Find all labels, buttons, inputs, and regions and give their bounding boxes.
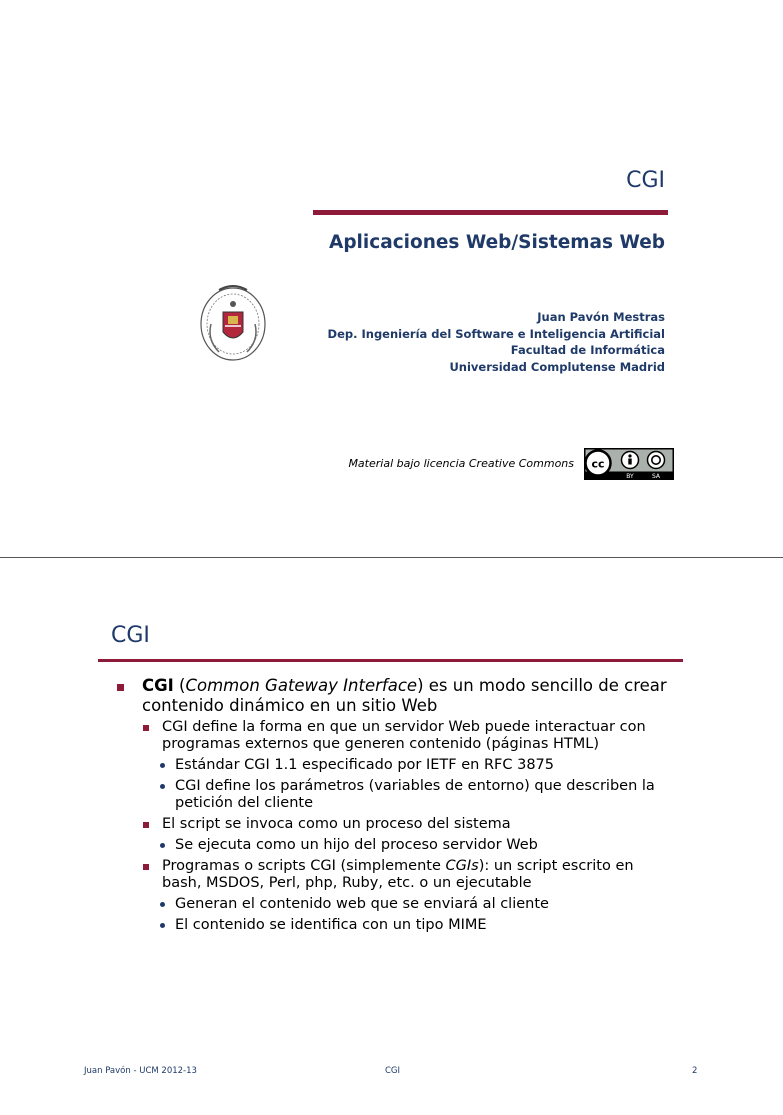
university-seal-icon <box>199 284 267 364</box>
text-line: CGI define la forma en que un servidor Web puede interactuar con <box>162 719 646 735</box>
text-fragment: Programas o scripts CGI (simplemente <box>162 858 446 874</box>
slide2-title-rule <box>98 659 683 662</box>
square-bullet-icon <box>143 822 149 828</box>
slide1-title: CGI <box>626 168 665 193</box>
square-bullet-icon <box>117 684 124 691</box>
svg-text:SA: SA <box>651 473 661 480</box>
author-name: Juan Pavón Mestras <box>537 310 665 324</box>
list-item <box>0 676 783 715</box>
text-line: contenido dinámico en un sitio Web <box>142 695 438 715</box>
text-line: CGI define los parámetros (variables de entorno) que describen la <box>175 778 655 794</box>
square-bullet-icon <box>143 725 149 731</box>
dot-bullet-icon <box>160 843 165 848</box>
text-fragment: ( <box>173 676 186 695</box>
text-line: Generan el contenido web que se enviará al cliente <box>175 896 549 912</box>
cgis-term: CGIs <box>445 858 479 874</box>
dot-bullet-icon <box>160 923 165 928</box>
dot-bullet-icon <box>160 763 165 768</box>
text-line: programas externos que generen contenido (páginas HTML) <box>162 736 600 752</box>
slide1-title-rule <box>313 210 668 215</box>
dot-bullet-icon <box>160 784 165 789</box>
list-item <box>0 837 783 854</box>
page-separator <box>0 557 783 558</box>
creative-commons-badge-icon[interactable] <box>584 448 674 480</box>
slide1-subtitle: Aplicaciones Web/Sistemas Web <box>329 232 665 253</box>
license-text: Material bajo licencia Creative Commons <box>348 457 574 470</box>
text-line: El script se invoca como un proceso del sistema <box>162 816 511 832</box>
list-item <box>0 896 783 913</box>
list-item <box>0 757 783 774</box>
list-item <box>0 858 783 892</box>
text-line: El contenido se identifica con un tipo MIME <box>175 917 487 933</box>
text-fragment: ): un script escrito en <box>478 858 634 874</box>
svg-text:BY: BY <box>626 473 634 480</box>
slide1-author-block <box>328 309 665 375</box>
text-line: bash, MSDOS, Perl, php, Ruby, etc. o un ejecutable <box>162 875 532 891</box>
slide2-bullet-list <box>0 676 783 938</box>
footer-title: CGI <box>385 1066 401 1076</box>
author-university: Universidad Complutense Madrid <box>449 359 665 374</box>
page-number: 2 <box>692 1066 698 1076</box>
author-department: Dep. Ingeniería del Software e Inteligencia Artificial <box>327 326 665 341</box>
list-item <box>0 719 783 753</box>
text-fragment: ) es un modo sencillo de crear <box>417 676 667 695</box>
slide2-title: CGI <box>111 623 150 648</box>
text-line: Se ejecuta como un hijo del proceso servidor Web <box>175 837 538 853</box>
text-line: Estándar CGI 1.1 especificado por IETF en RFC 3875 <box>175 757 554 773</box>
cgi-term: CGI <box>142 676 174 695</box>
square-bullet-icon <box>143 864 149 870</box>
list-item <box>0 917 783 934</box>
svg-text:cc: cc <box>591 457 605 471</box>
dot-bullet-icon <box>160 902 165 907</box>
list-item <box>0 816 783 833</box>
cgi-expansion: Common Gateway Interface <box>185 676 418 695</box>
author-faculty: Facultad de Informática <box>510 343 665 357</box>
list-item <box>0 778 783 812</box>
footer-author: Juan Pavón - UCM 2012-13 <box>84 1066 197 1076</box>
text-line: petición del cliente <box>175 795 314 811</box>
